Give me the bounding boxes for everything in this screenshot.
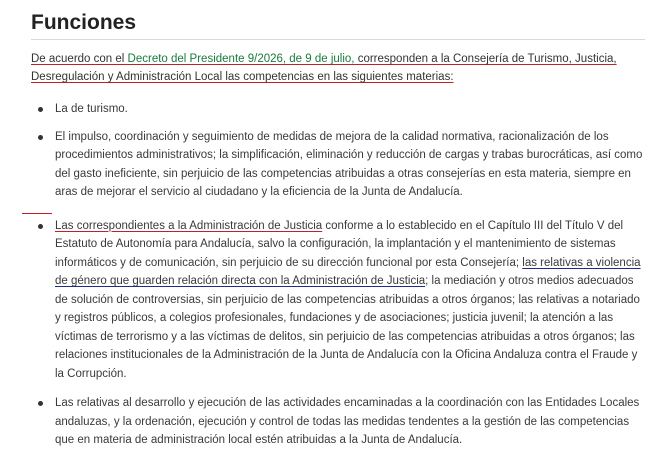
intro-middle: corresponden a la Consejería de Turismo, Justicia, Desregulación y Administración Local las competencias en las siguientes materias: — [31, 53, 617, 83]
competencies-list — [31, 100, 645, 450]
list-item-text: El impulso, coordinación y seguimiento de medidas de mejora de la calidad normativa, racionalización de los procedimientos administrativos; la simplificación, eliminación y reducción de cargas y trabas burocráticas, así como del gasto ineficiente, sin perjuicio de las competencias atribuidas a otras consejerías en esta materia, siempre en aras de mejorar el servicio al ciudadano y la eficiencia de la Junta de Andalucía. — [55, 130, 643, 198]
intro-prefix: De acuerdo con el — [31, 53, 128, 65]
violencia-genero-underlined-text: las relativas a violencia de género que guarden relación directa con la Administración de Justicia — [55, 256, 641, 287]
justicia-underlined-text: Las correspondientes a la Administración de Justicia — [55, 219, 323, 232]
bullet-dot-icon — [38, 401, 43, 406]
justicia-text-4: ; la mediación y otros medios adecuados de solución de controversias, sin perjuicio de las competencias atribuidas a otros órganos; las relativas a notariado y registros públicos, a colegios profesionales, fundaciones y de asociaciones; justicia juvenil; la atención a las víctimas de terrorismo y a las víctimas de delitos, sin perjuicio de las competencias atribuidas a otros órganos; las relaciones institucionales de la Administración de la Junta de Andalucía con la Oficina Andaluza contra el Fraude y la Corrupción. — [55, 275, 640, 380]
decree-link[interactable]: Decreto del Presidente 9/2026, de 9 de julio, — [127, 53, 355, 65]
list-item-justicia — [31, 217, 645, 384]
bullet-dot-icon — [38, 135, 43, 140]
list-item-text: La de turismo. — [55, 103, 128, 115]
annotation-mark — [22, 213, 52, 214]
intro-paragraph — [31, 50, 645, 86]
title-divider — [31, 39, 645, 40]
bullet-dot-icon — [38, 224, 43, 229]
list-item-calidad-normativa — [31, 128, 645, 202]
list-item-text: Las relativas al desarrollo y ejecución de las actividades encaminadas a la coordinación con las Entidades Locales andaluzas, y la ordenación, ejecución y control de todas las medidas tendentes a la gestión de las competencias que en materia de administración local estén atribuidas a la Junta de Andalucía. — [55, 397, 640, 446]
bullet-dot-icon — [38, 107, 43, 112]
list-item-entidades-locales — [31, 394, 645, 450]
justicia-text-2: conforme a lo establecido en el Capítulo III del Título V del Estatuto de Autonomía para Andalucía, salvo la configuración, la implantación y el mantenimiento de sistemas informáticos y de comunicación, sin perjuicio de su dirección funcional por esta Consejería; — [55, 219, 624, 269]
intro-underlined-text — [31, 53, 617, 83]
page-title: Funciones — [31, 11, 137, 34]
list-item-turismo — [31, 100, 645, 119]
